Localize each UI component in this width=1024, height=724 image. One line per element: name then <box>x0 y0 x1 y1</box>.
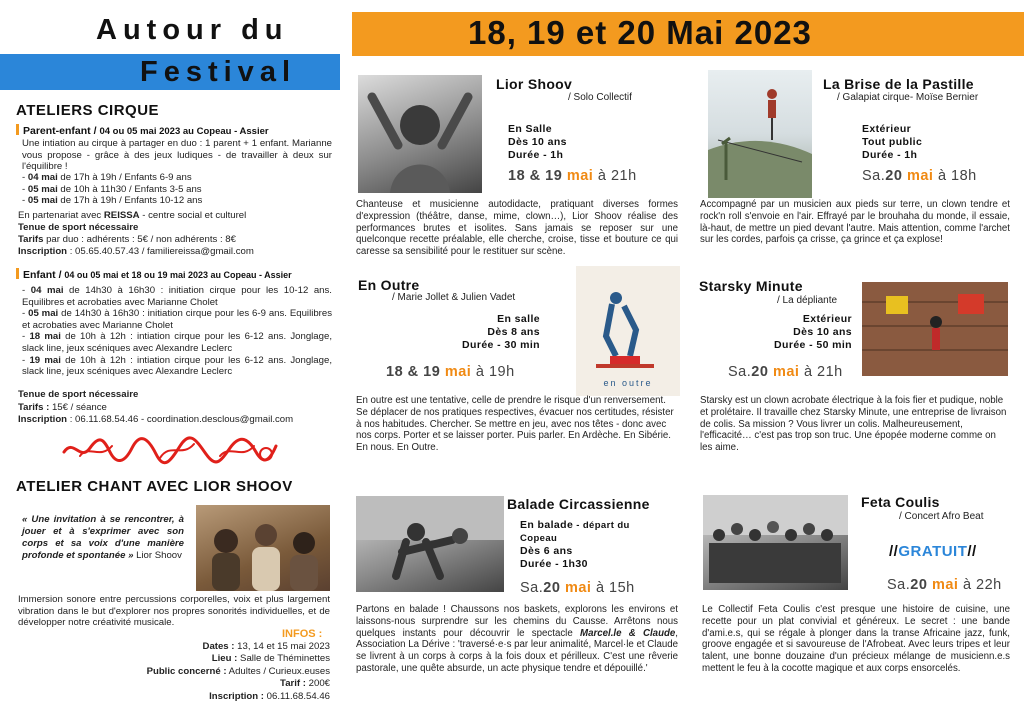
tenue-note: Tenue de sport nécessaire <box>18 389 139 400</box>
lior-shoov-photo <box>358 75 482 193</box>
en-outre-poster <box>576 266 680 396</box>
chant-desc: Immersion sonore entre percussions corporelles, voix et plus largement vibration dans le but d'explorer nos propres sonorités individuelles, et de développer notre créativité musicale. <box>18 594 330 629</box>
ateliers-cirque-title: ATELIERS CIRQUE <box>16 102 160 119</box>
left-title-line1: Autour du <box>96 14 289 46</box>
feta-coulis-date: Sa.20 mai à 22h <box>887 577 1002 593</box>
infos-label: INFOS : <box>282 628 323 640</box>
balade-title: Balade Circassienne <box>507 496 650 512</box>
starsky-photo <box>862 282 1008 376</box>
festival-dates: 18, 19 et 20 Mai 2023 <box>468 14 812 51</box>
slot-item: - 05 mai de 14h30 à 16h30 : initiation cirque pour les 6-9 ans. Equilibres et acrobaties avec Marianne Cholet <box>22 308 332 331</box>
chant-info-list <box>60 641 330 703</box>
balade-photo <box>356 496 504 592</box>
starsky-info: Extérieur Dès 10 ans Durée - 50 min <box>774 313 852 351</box>
enfant-slots <box>22 285 332 378</box>
info-row: Inscription : 06.11.68.54.46 <box>209 690 330 702</box>
orange-marker <box>16 268 19 279</box>
feta-coulis-sub: / Concert Afro Beat <box>899 511 984 522</box>
slot-item: - 05 mai de 10h à 11h30 / Enfants 3-5 ans <box>22 183 202 195</box>
balade-date: Sa.20 mai à 15h <box>520 580 635 596</box>
slot-item: - 18 mai de 10h à 12h : intiation cirque pour les 6-12 ans. Jonglage, slack line, jeux scéniques avec Alexandre Leclerc <box>22 331 332 354</box>
en-outre-poster-text: en outre <box>603 378 653 388</box>
chant-quote: « Une invitation à se rencontrer, à jouer et à s'exprimer avec son corps et sa voix d'une manière profonde et spontanée » Lior Shoov <box>22 514 184 561</box>
slot-item: - 04 mai de 17h à 19h / Enfants 6-9 ans <box>22 172 192 183</box>
info-row: Lieu : Salle de Théminettes <box>211 653 330 665</box>
lior-shoov-title: Lior Shoov <box>496 76 573 92</box>
lior-shoov-date: 18 & 19 mai à 21h <box>508 168 637 184</box>
en-outre-date: 18 & 19 mai à 19h <box>386 364 515 380</box>
enfant-inscription: Inscription : 06.11.68.54.46 - coordination.desclous@gmail.com <box>18 414 294 425</box>
starsky-title: Starsky Minute <box>699 278 803 294</box>
tenue-note: Tenue de sport nécessaire <box>18 222 139 233</box>
info-row: Public concerné : Adultes / Curieux.euses <box>146 665 330 677</box>
parent-enfant-slots <box>22 172 332 207</box>
slot-item: - 04 mai de 14h30 à 16h30 : initiation cirque pour les 10-12 ans. Equilibres et acrobaties avec Marianne Cholet <box>22 285 332 308</box>
chant-group-photo <box>196 505 330 591</box>
feta-coulis-photo <box>703 495 848 590</box>
gratuit-label: //GRATUIT// <box>889 543 977 560</box>
brise-pastille-title: La Brise de la Pastille <box>823 76 974 92</box>
feta-coulis-title: Feta Coulis <box>861 494 940 510</box>
info-row: Tarif : 200€ <box>280 678 330 690</box>
parent-enfant-heading: Parent-enfant / 04 ou 05 mai 2023 au Copeau - Assier <box>16 124 336 137</box>
starsky-desc: Starsky est un clown acrobate électrique à la fois fier et pudique, noble et prolétaire. Il travaille chez Starsky Minute, une entreprise de livraison de colis. Sa mission ? Vous livrer un colis. Malheureusement, l'efficacité… c'est pas trop son truc. Une épopée moderne comme on les aime. <box>700 395 1007 454</box>
parent-tarifs: Tarifs par duo : adhérents : 5€ / non adhérents : 8€ <box>18 234 236 245</box>
starsky-date: Sa.20 mai à 21h <box>728 364 843 380</box>
en-outre-desc: En outre est une tentative, celle de prendre le risque d'un renversement. Se déplacer de nos pratiques respectives, évacuer nos certitudes, résister à nos habitudes. Chercher. Se mettre en jeu, avec nos têtes - donc avec nos corps. Porter et se laisser porter. Puis parler. En Ardèche. En Sibérie. En nous. En Outre. <box>356 395 674 454</box>
en-outre-sub: / Marie Jollet & Julien Vadet <box>392 292 516 303</box>
enfant-heading: Enfant / 04 ou 05 mai et 18 ou 19 mai 2023 au Copeau - Assier <box>16 268 346 281</box>
brise-pastille-desc: Accompagné par un musicien aux pieds sur terre, un clown tendre et rock'n roll s'envoie en l'air. Effrayé par le brouhaha du monde, il essaie, là-haut, de mettre un pied devant l'autre. Mais attention, comme l'archet sur les cordes, parfois ça crisse, ça grince et ça explose! <box>700 199 1010 246</box>
parent-inscription: Inscription : 05.65.40.57.43 / familiereissa@gmail.com <box>18 246 254 257</box>
orange-marker <box>16 124 19 135</box>
parent-enfant-desc: Une intiation au cirque à partager en duo : 1 parent + 1 enfant. Marianne vous propose - grâce à des jeux ludiques - de travailler à deux sur l'équilibre ! <box>22 138 332 173</box>
lior-shoov-info: En Salle Dès 10 ans Durée - 1h <box>508 123 567 161</box>
brise-pastille-date: Sa.20 mai à 18h <box>862 168 977 184</box>
starsky-sub: / La dépliante <box>777 295 838 306</box>
enfant-tarifs: Tarifs : 15€ / séance <box>18 402 107 413</box>
balade-desc: Partons en balade ! Chaussons nos baskets, explorons les environs et laissons-nous surprendre sur les chemins du Causse. Arrêtons nous quelques instants pour découvrir le spectacle Marcel.le & Claude, Association La Dérive : 'traversé·e·s par leur animalité, Marcel·le et Claude se livrent à un corps à corps à la fois doux et périlleux. C'est une rêverie pastorale, une quête absurde, un acte physique tendre et dépouillé.' <box>356 604 678 674</box>
lior-shoov-sub: / Solo Collectif <box>568 92 632 103</box>
brise-pastille-sub: / Galapiat cirque- Moïse Bernier <box>837 92 979 103</box>
partner-line: En partenariat avec REISSA - centre social et culturel <box>18 210 247 221</box>
atelier-chant-title: ATELIER CHANT AVEC LIOR SHOOV <box>16 478 293 495</box>
info-row: Dates : 13, 14 et 15 mai 2023 <box>202 641 330 652</box>
en-outre-info: En salle Dès 8 ans Durée - 30 min <box>462 313 540 351</box>
slot-item: - 05 mai de 17h à 19h / Enfants 10-12 ans <box>22 195 203 207</box>
feta-coulis-desc: Le Collectif Feta Coulis c'est presque une histoire de cuisine, une recette pour un plat convivial et généreux. Le secret : une bande d'ami.e.s, qui se régale à plonger dans la transe Africaine jazz, funk, groove engagée et si savoureuse de l'Afrobeat. Avec leurs tripes et leur talent, une bonne douzaine d'un précieux mélange de musicienn.e.s mettent le feu à la cocotte magique et aux corps ensorcelés. <box>702 604 1010 674</box>
left-title-line2: Festival <box>140 56 296 88</box>
lior-shoov-desc: Chanteuse et musicienne autodidacte, pratiquant diverses formes d'expression (théâtre, danse, mime, clown…), Lior Shoov réalise des performances brutes et isolites. Sans jamais se reposer sur une quelconque recette préalable, elle cherche, croise, tisse et bouture ce qui caresse sa sensibilité pour le restituer sur scène. <box>356 199 678 258</box>
red-squiggle-decoration <box>60 434 280 466</box>
en-outre-title: En Outre <box>358 277 420 293</box>
slot-item: - 19 mai de 10h à 12h : intiation cirque pour les 6-12 ans. Jonglage, slack line, jeux scéniques avec Alexandre Leclerc <box>22 354 332 378</box>
brise-pastille-info: Extérieur Tout public Durée - 1h <box>862 123 923 161</box>
brise-pastille-photo <box>708 70 812 198</box>
balade-info: En balade - départ du Copeau Dès 6 ans Durée - 1h30 <box>520 519 630 570</box>
